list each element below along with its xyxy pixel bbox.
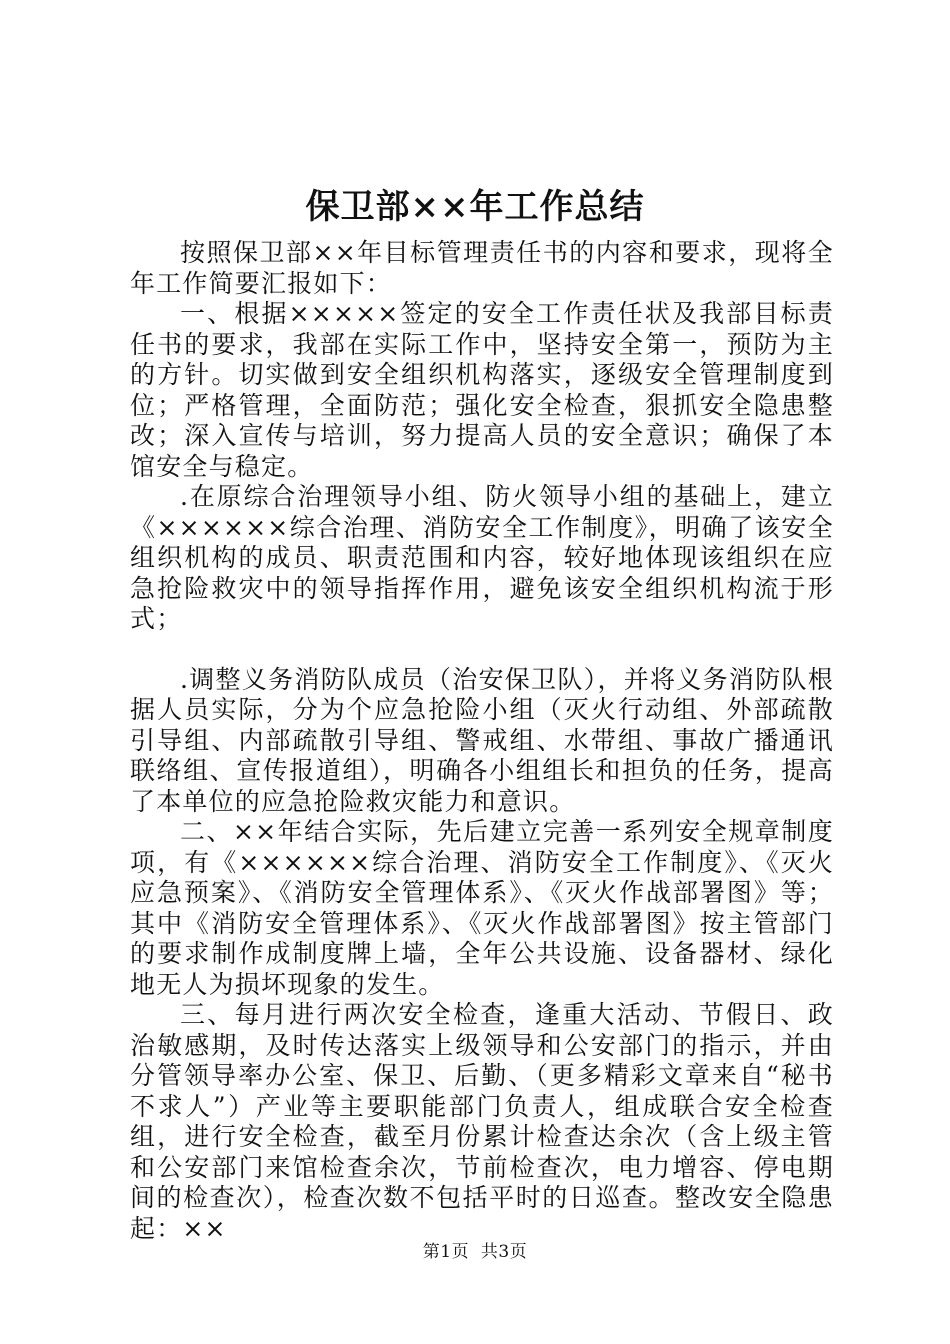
page-total: 共3页	[480, 1242, 528, 1262]
paragraph-intro: 按照保卫部××年目标管理责任书的内容和要求，现将全年工作简要汇报如下：	[130, 238, 834, 298]
paragraph-item-organization: .在原综合治理领导小组、防火领导小组的基础上，建立《××××××综合治理、消防安全工作制度》，明确了该安全组织机构的成员、职责范围和内容，较好地体现该组织在应急抢险救灾中的领导指挥作用，避免该安全组织机构流于形式；	[130, 482, 834, 633]
footer-spacer	[469, 1242, 481, 1262]
page-footer	[0, 1240, 950, 1264]
paragraph-section-one: 一、根据×××××签定的安全工作责任状及我部目标责任书的要求，我部在实际工作中，坚持安全第一，预防为主的方针。切实做到安全组织机构落实，逐级安全管理制度到位；严格管理，全面防范；强化安全检查，狠抓安全隐患整改；深入宣传与培训，努力提高人员的安全意识；确保了本馆安全与稳定。	[130, 299, 834, 481]
paragraph-section-three: 三、每月进行两次安全检查，逢重大活动、节假日、政治敏感期，及时传达落实上级领导和公安部门的指示，并由分管领导率办公室、保卫、后勤、（更多精彩文章来自“秘书不求人”）产业等主要职能部门负责人，组成联合安全检查组，进行安全检查，截至月份累计检查达余次（含上级主管和公安部门来馆检查余次，节前检查次，电力增容、停电期间的检查次），检查次数不包括平时的日巡查。整改安全隐患起：××	[130, 1000, 834, 1243]
paragraph-item-fire-team: .调整义务消防队成员（治安保卫队），并将义务消防队根据人员实际，分为个应急抢险小组（灭火行动组、外部疏散引导组、内部疏散引导组、警戒组、水带组、事故广播通讯联络组、宣传报道组），明确各小组组长和担负的任务，提高了本单位的应急抢险救灾能力和意识。	[130, 664, 834, 816]
paragraph-section-two: 二、××年结合实际，先后建立完善一系列安全规章制度项，有《××××××综合治理、消防安全工作制度》、《灭火应急预案》、《消防安全管理体系》、《灭火作战部署图》等；其中《消防安全管理体系》、《灭火作战部署图》按主管部门的要求制作成制度牌上墙，全年公共设施、设备器材、绿化地无人为损坏现象的发生。	[130, 817, 834, 999]
document-title: 保卫部××年工作总结	[305, 187, 645, 227]
document-body	[130, 238, 834, 1244]
page-number: 第1页	[422, 1242, 470, 1262]
